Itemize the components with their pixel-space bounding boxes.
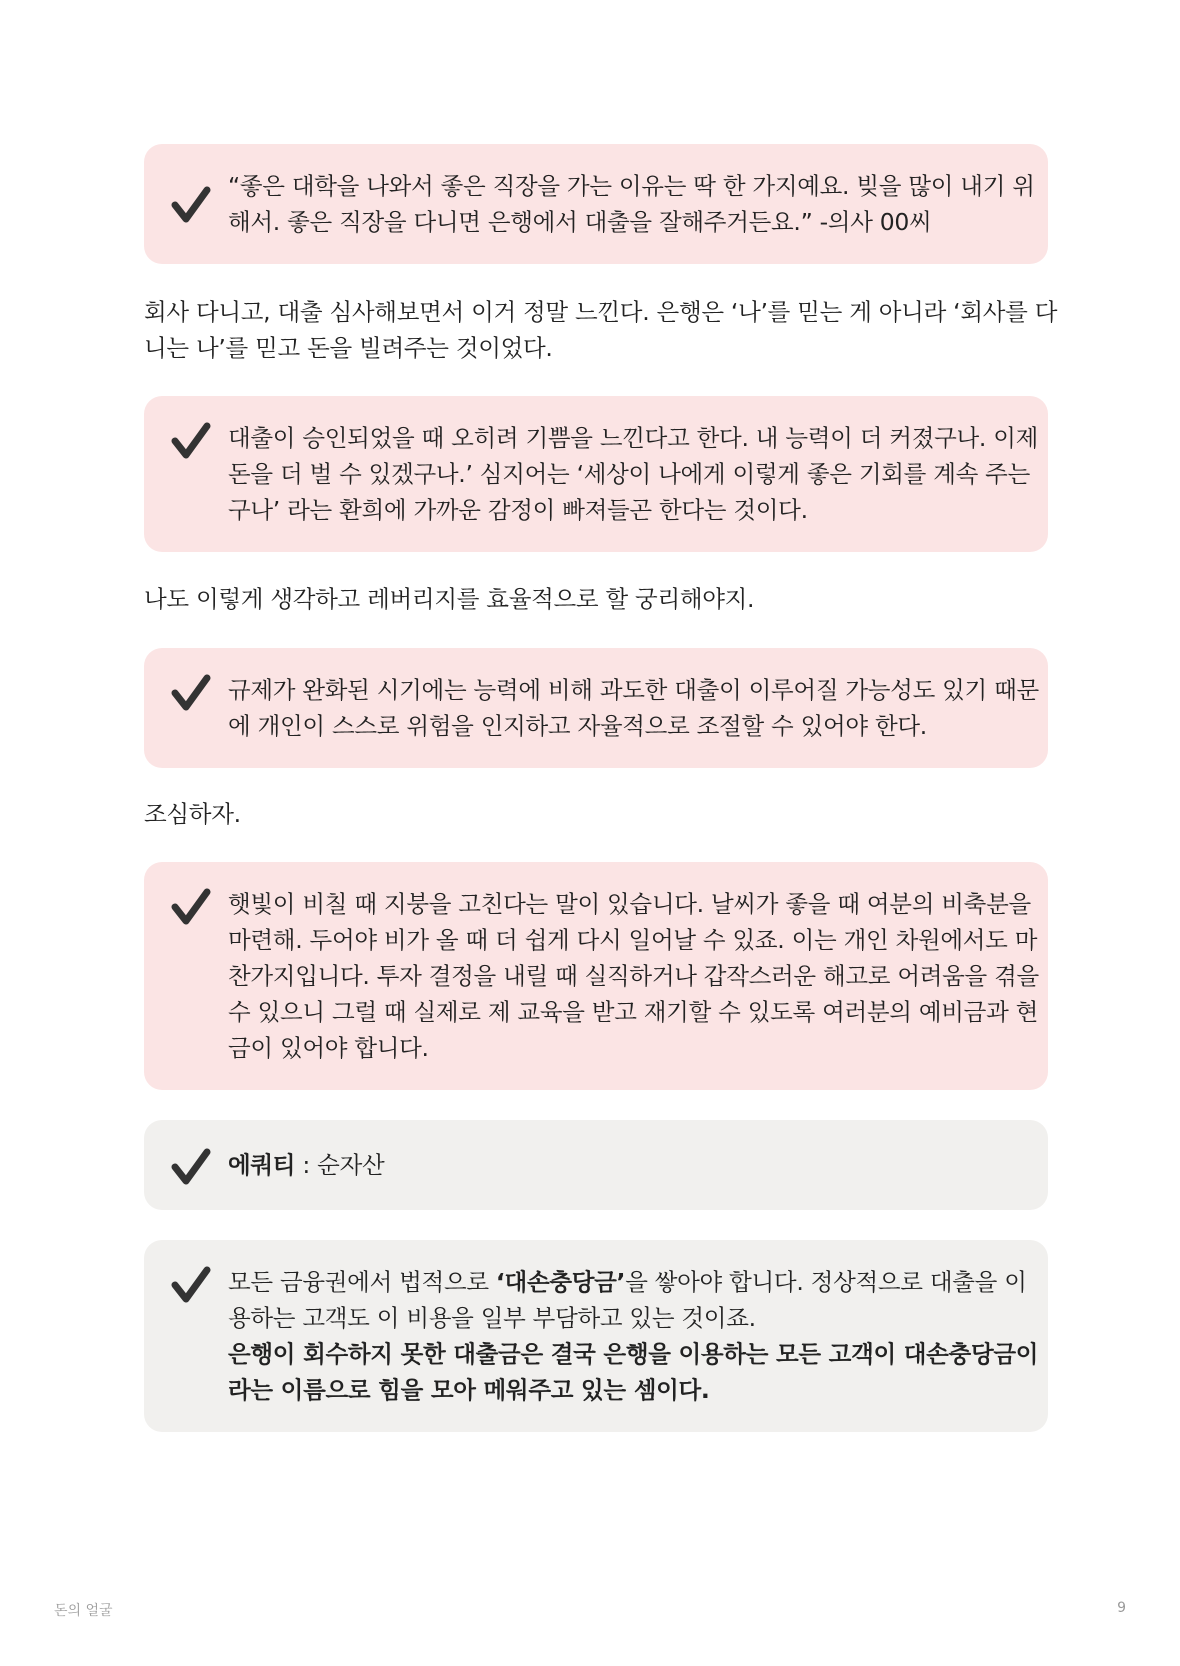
definition-term: 에쿼티 xyxy=(228,1151,296,1179)
callout-line xyxy=(228,1264,1027,1300)
text-segment: 모든 금융권에서 법적으로 xyxy=(228,1268,496,1296)
check-icon xyxy=(170,1146,212,1188)
paragraph-line: 조심하자. xyxy=(144,800,241,828)
callout-line: 찬가지입니다. 투자 결정을 내릴 때 실직하거나 갑작스러운 해고로 어려움을 겪을 xyxy=(228,962,1039,990)
bold-term: ‘대손충당금’ xyxy=(495,1268,626,1296)
callout-line: 용하는 고객도 이 비용을 일부 부담하고 있는 것이죠. xyxy=(228,1304,756,1332)
callout-line: 규제가 완화된 시기에는 능력에 비해 과도한 대출이 이루어질 가능성도 있기 때문 xyxy=(228,676,1039,704)
emergency-fund-callout xyxy=(144,862,1048,1090)
page-number: 9 xyxy=(1117,1600,1126,1616)
check-icon xyxy=(170,672,212,714)
callout-line: 돈을 더 벌 수 있겠구나.’ 심지어는 ‘세상이 나에게 이렇게 좋은 기회를 계속 주는 xyxy=(228,460,1030,488)
check-icon xyxy=(170,886,212,928)
callout-line: 대출이 승인되었을 때 오히려 기쁨을 느낀다고 한다. 내 능력이 더 커졌구나. 이제 xyxy=(228,424,1039,452)
callout-line: 수 있으니 그럴 때 실제로 제 교육을 받고 재기할 수 있도록 여러분의 예비금과 현 xyxy=(228,998,1039,1026)
callout-line: 에 개인이 스스로 위험을 인지하고 자율적으로 조절할 수 있어야 한다. xyxy=(228,712,927,740)
check-icon xyxy=(170,1264,212,1306)
loan-approval-callout xyxy=(144,396,1048,552)
callout-line: 마련해. 두어야 비가 올 때 더 쉽게 다시 일어날 수 있죠. 이는 개인 차원에서도 마 xyxy=(228,926,1038,954)
loan-loss-reserve-callout xyxy=(144,1240,1048,1432)
callout-line: 햇빛이 비칠 때 지붕을 고친다는 말이 있습니다. 날씨가 좋을 때 여분의 비축분을 xyxy=(228,890,1031,918)
callout-line: 금이 있어야 합니다. xyxy=(228,1034,429,1062)
paragraph-line: 니는 나’를 믿고 돈을 빌려주는 것이었다. xyxy=(144,334,553,362)
check-icon xyxy=(170,420,212,462)
definition-separator: : xyxy=(295,1151,318,1179)
text-segment: 을 쌓아야 합니다. 정상적으로 대출을 이 xyxy=(625,1268,1027,1296)
bold-line: 은행이 회수하지 못한 대출금은 결국 은행을 이용하는 모든 고객이 대손충당금이 xyxy=(228,1340,1039,1368)
definition-meaning: 순자산 xyxy=(317,1151,385,1179)
callout-line: 구나’ 라는 환희에 가까운 감정이 빠져들곤 한다는 것이다. xyxy=(228,496,808,524)
equity-definition-callout xyxy=(144,1120,1048,1210)
body-paragraph xyxy=(144,796,241,832)
callout-line: 해서. 좋은 직장을 다니면 은행에서 대출을 잘해주거든요.” -의사 00씨 xyxy=(228,208,932,236)
footer-book-title: 돈의 얼굴 xyxy=(54,1603,113,1619)
paragraph-line: 나도 이렇게 생각하고 레버리지를 효율적으로 할 궁리해야지. xyxy=(144,585,755,613)
body-paragraph xyxy=(144,294,1057,366)
bold-line: 라는 이름으로 힘을 모아 메워주고 있는 셈이다. xyxy=(228,1376,710,1404)
callout-line: “좋은 대학을 나와서 좋은 직장을 가는 이유는 딱 한 가지예요. 빚을 많이 내기 위 xyxy=(228,172,1035,200)
check-icon xyxy=(170,184,212,226)
regulation-callout xyxy=(144,648,1048,768)
definition-line xyxy=(228,1147,1022,1183)
quote-callout-doctor xyxy=(144,144,1048,264)
body-paragraph xyxy=(144,581,754,617)
paragraph-line: 회사 다니고, 대출 심사해보면서 이거 정말 느낀다. 은행은 ‘나’를 믿는 게 아니라 ‘회사를 다 xyxy=(144,298,1058,326)
